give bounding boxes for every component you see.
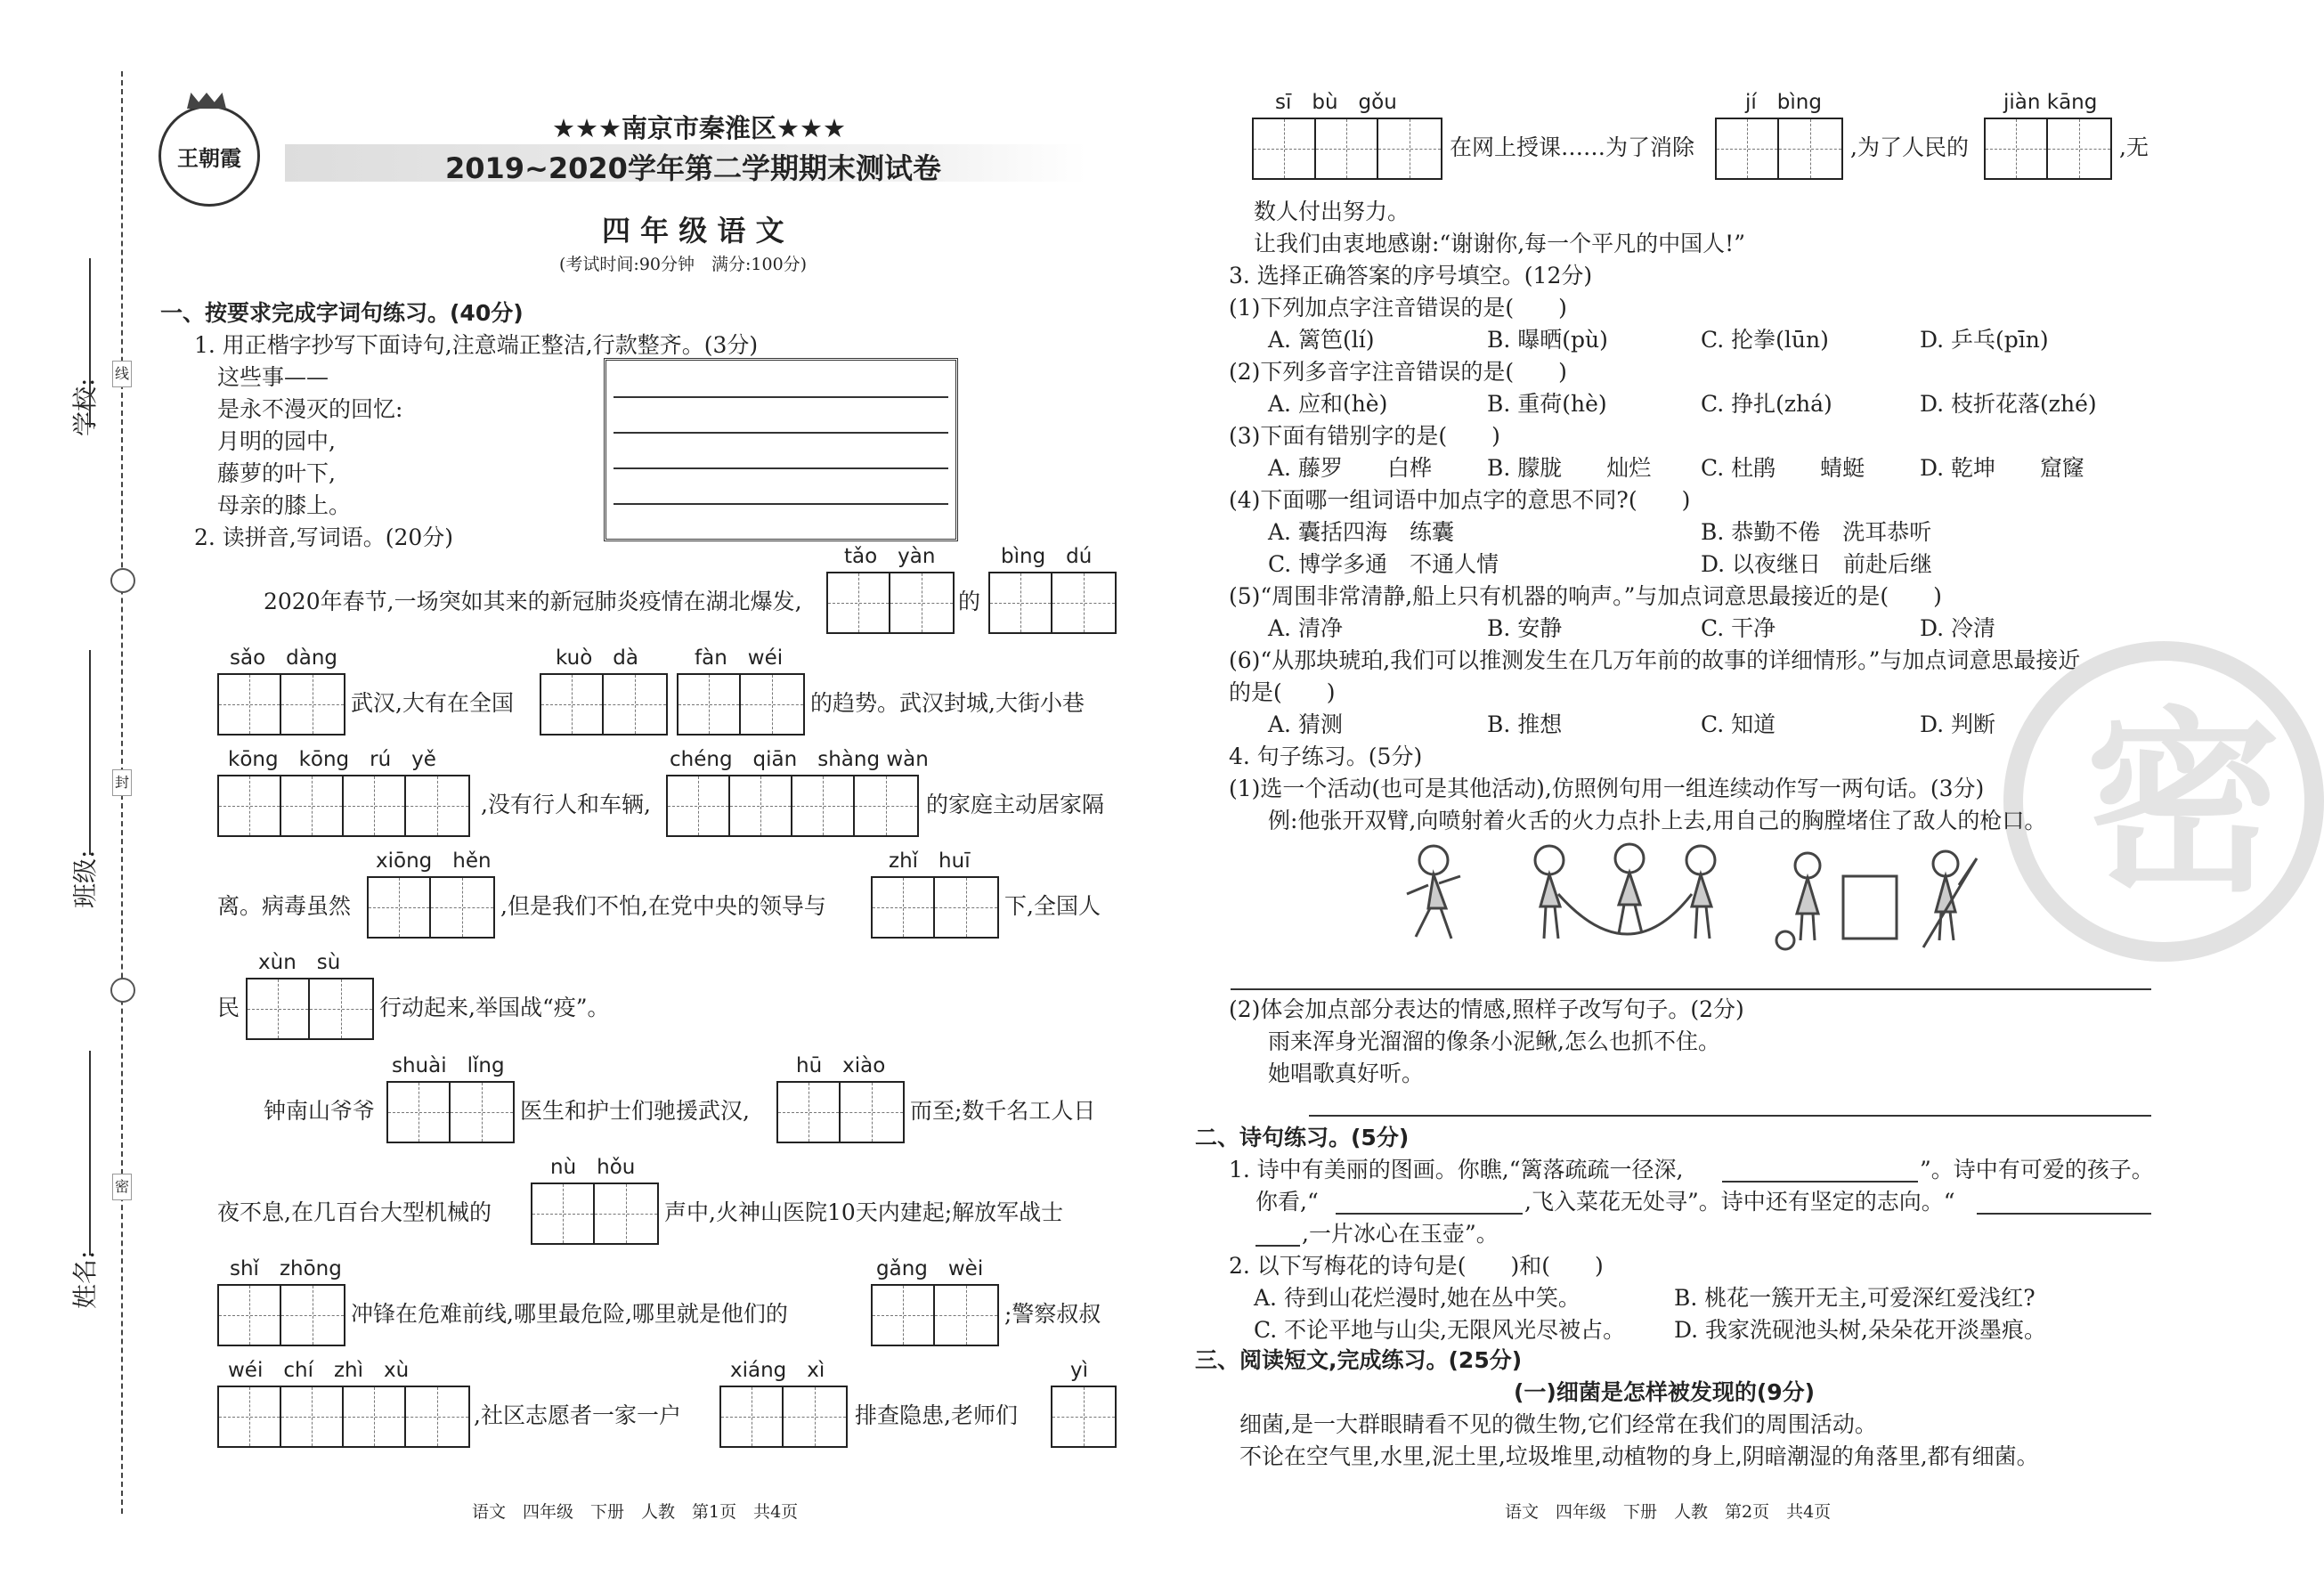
section-1-title: 一、按要求完成字词句练习。(40分)	[160, 300, 524, 326]
q3-sub-6-tail: 的是( )	[1229, 679, 1336, 705]
q3-4-option-b[interactable]: B. 恭勤不倦 洗耳恭听	[1701, 519, 1932, 545]
grid-cell[interactable]	[935, 878, 997, 937]
answer-grid-fan-wei[interactable]	[677, 673, 805, 736]
para-2-text-a: 武汉,大有在全国	[351, 690, 514, 716]
logo-crown-icon	[187, 93, 226, 109]
section-2-title: 二、诗句练习。(5分)	[1195, 1125, 1410, 1150]
name-line[interactable]	[89, 1051, 91, 1256]
grid-cell[interactable]	[668, 776, 730, 835]
grid-cell[interactable]	[451, 1083, 513, 1142]
grid-cell[interactable]	[890, 573, 953, 632]
poetry-blank-3[interactable]	[1977, 1213, 2151, 1215]
q3-1-option-c[interactable]: C. 抡拳(lūn)	[1701, 327, 1829, 353]
grid-cell[interactable]	[990, 573, 1052, 632]
answer-grid-hu-xiao[interactable]	[776, 1081, 905, 1143]
pinyin-fan-wei: fàn wéi	[695, 646, 784, 670]
answer-grid-xiong-hen[interactable]	[367, 876, 495, 939]
binding-mark-xian: 线	[112, 361, 132, 387]
pinyin-kong-kong-ru-ye: kōng kōng rú yě	[228, 748, 436, 771]
para-4-text-b: ,但是我们不怕,在党中央的领导与	[500, 893, 826, 919]
q3-5-option-b[interactable]: B. 安静	[1487, 615, 1563, 641]
grid-cell[interactable]	[841, 1083, 903, 1142]
class-line[interactable]	[89, 650, 91, 855]
right-para-2: 数人付出努力。	[1254, 199, 1410, 224]
para-8-text-a: 冲锋在危难前线,哪里最危险,哪里就是他们的	[351, 1301, 788, 1327]
q4-part-2: (2)体会加点部分表达的情感,照样子改写句子。(2分)	[1229, 996, 1744, 1022]
pinyin-si-bu-gou: sī bù gǒu	[1275, 91, 1397, 114]
logo	[158, 105, 260, 207]
grid-cell[interactable]	[784, 1387, 846, 1446]
grid-cell[interactable]	[310, 979, 372, 1038]
grid-cell[interactable]	[344, 776, 406, 835]
poetry-q2: 2. 以下写梅花的诗句是( )和( )	[1229, 1253, 1604, 1279]
grid-cell[interactable]	[219, 1387, 281, 1446]
cleaning-girl-icon	[1776, 853, 1897, 949]
poetry-q2-option-b[interactable]: B. 桃花一簇开无主,可爱深红爱浅红?	[1674, 1285, 2036, 1311]
grid-cell[interactable]	[792, 776, 855, 835]
pinyin-gang-wei: gǎng wèi	[876, 1257, 984, 1280]
grid-cell[interactable]	[679, 675, 741, 734]
pinyin-hu-xiao: hū xiào	[796, 1054, 886, 1077]
poetry-q1-line-2b: ,飞入菜花无处寻”。诗中还有坚定的志向。“	[1524, 1189, 1955, 1215]
poetry-blank-1[interactable]	[1722, 1181, 1918, 1183]
class-label: 班级:	[70, 849, 100, 908]
para-4-text-a: 离。病毒虽然	[217, 893, 352, 919]
q3-1-option-a[interactable]: A. 篱笆(lí)	[1268, 327, 1375, 353]
grid-cell[interactable]	[935, 1286, 997, 1345]
pinyin-bing-du: bìng dú	[1001, 545, 1093, 568]
grid-cell[interactable]	[1779, 119, 1841, 178]
copy-writing-box[interactable]	[604, 358, 958, 541]
para-5-text-a: 民	[217, 995, 240, 1020]
grid-cell[interactable]	[248, 979, 310, 1038]
poetry-q1-line-2a: 你看,“	[1255, 1189, 1319, 1215]
right-para-1-c: ,无	[2119, 134, 2149, 160]
poem-line-2: 是永不漫灭的回忆:	[217, 396, 403, 422]
running-girl-icon	[1407, 846, 1460, 939]
binding-mark-feng: 封	[112, 769, 132, 796]
q4-part-1: (1)选一个活动(也可是其他活动),仿照例句用一组连续动作写一两句话。(3分)	[1229, 776, 1985, 801]
grid-cell[interactable]	[388, 1083, 451, 1142]
q3-3-option-d[interactable]: D. 乾坤 窟窿	[1920, 455, 2085, 481]
pinyin-yi: yì	[1070, 1359, 1089, 1382]
secret-stamp-glyph: 密	[2085, 687, 2282, 918]
answer-grid-wei-chi-zhi-xu[interactable]	[217, 1386, 470, 1448]
activity-illustrations	[1389, 841, 1995, 960]
q3-1-option-b[interactable]: B. 曝晒(pù)	[1487, 327, 1608, 353]
q3-2-option-a[interactable]: A. 应和(hè)	[1268, 391, 1388, 417]
pinyin-xiong-hen: xiōng hěn	[376, 849, 492, 873]
poetry-q2-option-d[interactable]: D. 我家洗砚池头树,朵朵花开淡墨痕。	[1674, 1317, 2046, 1343]
q3-sub-5: (5)“周围非常清静,船上只有机器的响声。”与加点词意思最接近的是( )	[1229, 583, 1942, 609]
q3-6-option-b[interactable]: B. 推想	[1487, 711, 1563, 737]
question-1: 1. 用正楷字抄写下面诗句,注意端正整洁,行款整齐。(3分)	[194, 332, 759, 358]
grid-cell[interactable]	[873, 878, 935, 937]
q3-6-option-a[interactable]: A. 猜测	[1268, 711, 1343, 737]
poetry-q2-option-a[interactable]: A. 待到山花烂漫时,她在丛中笑。	[1254, 1285, 1580, 1311]
copy-line	[614, 503, 948, 505]
q3-3-option-a[interactable]: A. 藤罗 白桦	[1268, 455, 1432, 481]
grid-cell[interactable]	[1717, 119, 1779, 178]
pinyin-zhi-hui: zhǐ huī	[889, 849, 971, 873]
pinyin-kuo-da: kuò dà	[556, 646, 638, 670]
grid-cell[interactable]	[532, 1184, 595, 1243]
poetry-q1-line-1a: 1. 诗中有美丽的图画。你瞧,“篱落疏疏一径深,	[1229, 1157, 1684, 1183]
para-9-text-b: 排查隐患,老师们	[855, 1402, 1018, 1428]
answer-grid-nu-hou[interactable]	[531, 1183, 659, 1245]
binding-hole-1	[110, 568, 135, 593]
grid-cell[interactable]	[219, 776, 281, 835]
answer-grid-shi-zhong[interactable]	[217, 1284, 345, 1346]
grid-cell[interactable]	[855, 776, 917, 835]
grid-cell[interactable]	[778, 1083, 841, 1142]
grid-cell[interactable]	[369, 878, 431, 937]
para-7-text-b: 声中,火神山医院10天内建起;解放军战士	[664, 1199, 1064, 1225]
q4-sentence-1: 雨来浑身光溜溜的像条小泥鳅,怎么也抓不住。	[1268, 1028, 1720, 1054]
q3-2-option-c[interactable]: C. 挣扎(zhá)	[1701, 391, 1832, 417]
grid-cell[interactable]	[1052, 1387, 1115, 1446]
q3-1-option-d[interactable]: D. 乒乓(pīn)	[1920, 327, 2049, 353]
q3-2-option-d[interactable]: D. 枝折花落(zhé)	[1920, 391, 2097, 417]
para-5-text-b: 行动起来,举国战“疫”。	[379, 995, 610, 1020]
pinyin-wei-chi-zhi-xu: wéi chí zhì xù	[228, 1359, 410, 1382]
answer-grid-si-bu-gou[interactable]	[1252, 118, 1442, 180]
grid-cell[interactable]	[595, 1184, 657, 1243]
answer-grid-xun-su[interactable]	[246, 978, 374, 1040]
grid-cell[interactable]	[1986, 119, 2048, 178]
para-8-text-b: ;警察叔叔	[1004, 1301, 1101, 1327]
answer-grid-yi[interactable]	[1051, 1386, 1117, 1448]
q3-5-option-d[interactable]: D. 冷清	[1920, 615, 1996, 641]
para-9-text-a: ,社区志愿者一家一户	[474, 1402, 681, 1428]
grid-cell[interactable]	[219, 675, 281, 734]
poetry-q1-line-3: ,一片冰心在玉壶”。	[1302, 1221, 1499, 1247]
school-label: 学校:	[70, 378, 100, 436]
para-1-text: 2020年春节,一场突如其来的新冠肺炎疫情在湖北爆发,	[264, 589, 802, 614]
poetry-blank-2[interactable]	[1336, 1213, 1523, 1215]
q3-3-option-b[interactable]: B. 朦胧 灿烂	[1487, 455, 1652, 481]
answer-grid-kong-kong-ru-ye[interactable]	[217, 775, 470, 837]
q3-sub-4: (4)下面哪一组词语中加点字的意思不同?( )	[1229, 487, 1691, 513]
poem-line-4: 藤萝的叶下,	[217, 460, 336, 486]
pinyin-tao-yan: tǎo yàn	[844, 545, 936, 568]
para-1-tail: 的	[958, 589, 981, 614]
grid-cell[interactable]	[406, 776, 468, 835]
para-2-text-b: 的趋势。武汉封城,大街小巷	[810, 690, 1085, 716]
logo-text: 王朝霞	[177, 144, 241, 171]
pinyin-cheng-qian: chéng qiān shàng wàn	[670, 748, 929, 771]
question-2: 2. 读拼音,写词语。(20分)	[194, 524, 454, 550]
q4-answer-line-1[interactable]	[1231, 988, 2151, 990]
grid-cell[interactable]	[828, 573, 890, 632]
answer-grid-bing-du[interactable]	[988, 572, 1117, 634]
grid-cell[interactable]	[541, 675, 604, 734]
poem-line-5: 母亲的膝上。	[217, 492, 352, 518]
right-para-3: 让我们由衷地感谢:“谢谢你,每一个平凡的中国人!”	[1254, 231, 1745, 256]
question-3: 3. 选择正确答案的序号填空。(12分)	[1229, 263, 1593, 289]
answer-grid-gang-wei[interactable]	[871, 1284, 999, 1346]
q3-4-option-a[interactable]: A. 囊括四海 练囊	[1268, 519, 1454, 545]
school-line[interactable]	[89, 258, 91, 427]
q3-6-option-d[interactable]: D. 判断	[1920, 711, 1996, 737]
answer-grid-sao-dang[interactable]	[217, 673, 345, 736]
q3-5-option-a[interactable]: A. 清净	[1268, 615, 1343, 641]
answer-grid-jian-kang[interactable]	[1984, 118, 2112, 180]
reading-title: (一)细菌是怎样被发现的(9分)	[1514, 1379, 1816, 1405]
pinyin-xiang-xi: xiáng xì	[730, 1359, 825, 1382]
poetry-q1-line-1b: ”。诗中有可爱的孩子。	[1920, 1157, 2154, 1183]
q3-2-option-b[interactable]: B. 重荷(hè)	[1487, 391, 1607, 417]
answer-grid-shuai-ling[interactable]	[386, 1081, 515, 1143]
para-4-text-c: 下,全国人	[1004, 893, 1101, 919]
copy-line	[614, 396, 948, 398]
answer-grid-ji-bing[interactable]	[1715, 118, 1843, 180]
reading-para-2: 不论在空气里,水里,泥土里,垃圾堆里,动植物的身上,阴暗潮湿的角落里,都有细菌。	[1239, 1443, 2039, 1469]
pinyin-xun-su: xùn sù	[258, 951, 341, 974]
poetry-q2-option-c[interactable]: C. 不论平地与山尖,无限风光尽被占。	[1254, 1317, 1626, 1343]
grid-cell[interactable]	[281, 776, 344, 835]
para-6-text-c: 而至;数千名工人日	[910, 1098, 1096, 1124]
binding-mark-mi: 密	[112, 1174, 132, 1200]
q3-sub-6: (6)“从那块琥珀,我们可以推测发生在几万年前的故事的详细情形。”与加点词意思最接近	[1229, 647, 2081, 673]
q3-6-option-c[interactable]: C. 知道	[1701, 711, 1776, 737]
grid-cell[interactable]	[281, 675, 344, 734]
pinyin-sao-dang: sǎo dàng	[230, 646, 338, 670]
pinyin-nu-hou: nù hǒu	[550, 1156, 636, 1179]
grid-cell[interactable]	[1052, 573, 1115, 632]
pinyin-shi-zhong: shǐ zhōng	[230, 1257, 342, 1280]
grid-cell[interactable]	[730, 776, 792, 835]
reading-para-1: 细菌,是一大群眼睛看不见的微生物,它们经常在我们的周围活动。	[1239, 1411, 1877, 1437]
answer-grid-zhi-hui[interactable]	[871, 876, 999, 939]
para-6-text-b: 医生和护士们驰援武汉,	[520, 1098, 750, 1124]
grid-cell[interactable]	[721, 1387, 784, 1446]
grid-cell[interactable]	[741, 675, 803, 734]
copy-line	[614, 432, 948, 434]
name-label: 姓名:	[70, 1250, 100, 1309]
grid-cell[interactable]	[2048, 119, 2110, 178]
answer-grid-xiang-xi[interactable]	[719, 1386, 848, 1448]
grid-cell[interactable]	[281, 1286, 344, 1345]
pinyin-jian-kang: jiàn kāng	[2003, 91, 2098, 114]
grid-cell[interactable]	[406, 1387, 468, 1446]
exam-info: (考试时间:90分钟 满分:100分)	[559, 255, 808, 274]
subject-title: 四 年 级 语 文	[602, 214, 784, 248]
answer-grid-kuo-da[interactable]	[540, 673, 668, 736]
footer-right: 语文 四年级 下册 人教 第2页 共4页	[1505, 1502, 1832, 1522]
q3-4-option-c[interactable]: C. 博学多通 不通人情	[1268, 551, 1499, 577]
footer-left: 语文 四年级 下册 人教 第1页 共4页	[472, 1502, 799, 1522]
answer-grid-tao-yan[interactable]	[826, 572, 955, 634]
sweeping-girl-icon	[1923, 851, 1977, 947]
exam-region: ★★★南京市秦淮区★★★	[552, 113, 847, 143]
question-4: 4. 句子练习。(5分)	[1229, 744, 1423, 769]
grid-cell[interactable]	[344, 1387, 406, 1446]
grid-cell[interactable]	[1316, 119, 1378, 178]
q3-4-option-d[interactable]: D. 以夜继日 前赴后继	[1701, 551, 1933, 577]
q3-sub-3: (3)下面有错别字的是( )	[1229, 423, 1500, 449]
pinyin-shuai-ling: shuài lǐng	[392, 1054, 505, 1077]
grid-cell[interactable]	[604, 675, 666, 734]
poem-line-1: 这些事——	[217, 364, 329, 390]
para-3-text-b: 的家庭主动居家隔	[926, 792, 1105, 817]
q4-answer-line-2[interactable]	[1309, 1115, 2151, 1117]
answer-grid-cheng-qian[interactable]	[666, 775, 919, 837]
right-para-1-a: 在网上授课……为了消除	[1450, 134, 1695, 160]
para-3-text-a: ,没有行人和车辆,	[481, 792, 651, 817]
right-para-1-b: ,为了人民的	[1850, 134, 1969, 160]
exam-title: 2019~2020学年第二学期期末测试卷	[445, 151, 941, 185]
para-6-text-a: 钟南山爷爷	[264, 1098, 376, 1124]
q4-example: 例:他张开双臂,向喷射着火舌的火力点扑上去,用自己的胸膛堵住了敌人的枪口。	[1268, 808, 2047, 833]
pinyin-ji-bing: jí bìng	[1745, 91, 1822, 114]
grid-cell[interactable]	[1254, 119, 1316, 178]
binding-hole-2	[110, 978, 135, 1003]
jump-rope-girls-icon	[1535, 844, 1715, 939]
q3-sub-2: (2)下列多音字注音错误的是( )	[1229, 359, 1567, 385]
grid-cell[interactable]	[281, 1387, 344, 1446]
q4-sentence-2: 她唱歌真好听。	[1268, 1061, 1425, 1086]
poetry-blank-4[interactable]	[1255, 1245, 1300, 1247]
grid-cell[interactable]	[873, 1286, 935, 1345]
section-3-title: 三、阅读短文,完成练习。(25分)	[1195, 1347, 1523, 1373]
q3-5-option-c[interactable]: C. 干净	[1701, 615, 1776, 641]
copy-line	[614, 467, 948, 469]
grid-cell[interactable]	[219, 1286, 281, 1345]
q3-sub-1: (1)下列加点字注音错误的是( )	[1229, 295, 1567, 321]
q3-3-option-c[interactable]: C. 杜鹃 蜻蜓	[1701, 455, 1865, 481]
grid-cell[interactable]	[431, 878, 493, 937]
secret-stamp-watermark	[2003, 641, 2324, 962]
poem-line-3: 月明的园中,	[217, 428, 336, 454]
para-7-text-a: 夜不息,在几百台大型机械的	[217, 1199, 492, 1225]
grid-cell[interactable]	[1378, 119, 1441, 178]
